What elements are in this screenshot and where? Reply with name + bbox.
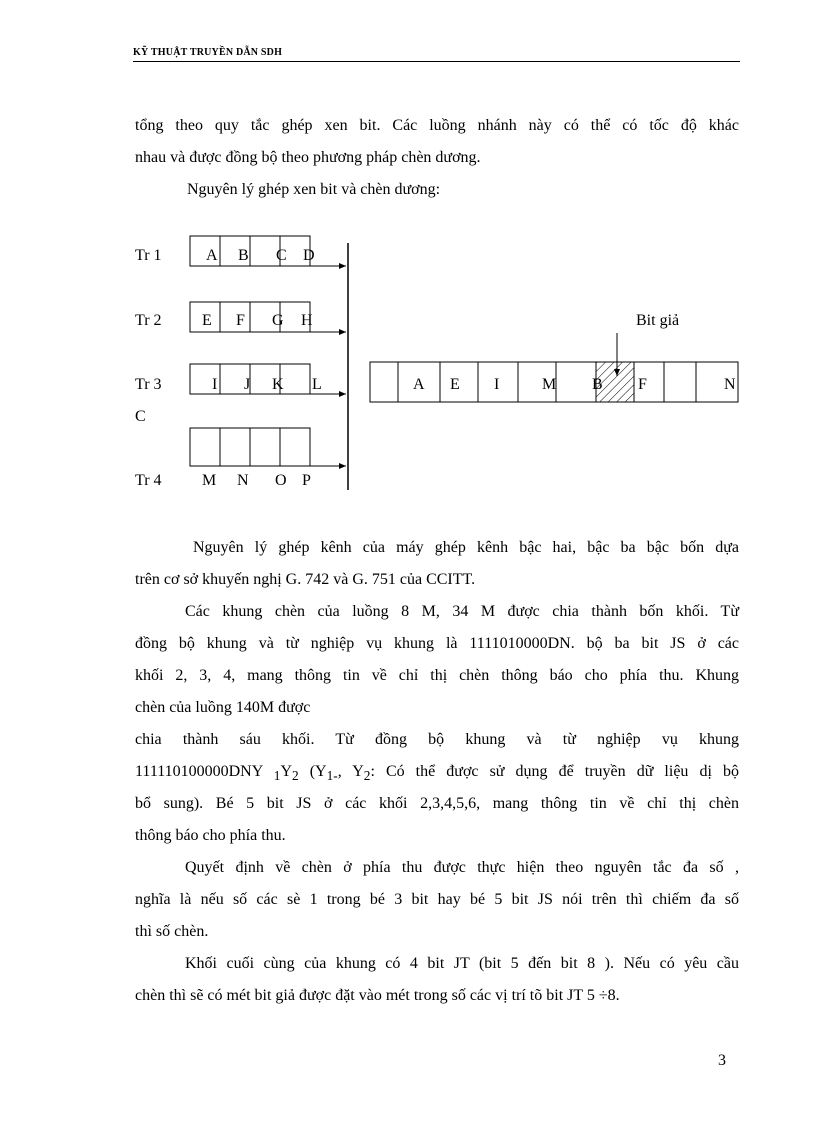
tr4-bit-m: M	[202, 472, 217, 489]
tr3-bit-j: J	[244, 376, 251, 393]
p5-line-2: chèn thì sẽ có mét bit giả được đặt vào mét trong số các vị trí tõ bit JT 5 ÷8.	[135, 987, 620, 1004]
tr4-bit-o: O	[275, 472, 287, 489]
p3-line-4: thông báo cho phía thu.	[135, 827, 286, 844]
p4-line-2: nghĩa là nếu số các sè 1 trong bé 3 bit hay bé 5 bit JS nói trên thì chiếm đa số	[135, 891, 739, 908]
tr1-bit-b: B	[238, 247, 249, 264]
p3-line-2: 111110100000DNY $_1Y_2$ ($Y_{1-}$, $Y_2$: Có thể được sử dụng để truyền dữ liệu dị bộ	[135, 763, 739, 784]
tr1-bit-d: D	[303, 247, 315, 264]
tr3-bit-k: K	[272, 376, 284, 393]
diagram-caption: Nguyên lý ghép xen bit và chèn dương:	[187, 181, 441, 198]
out-bit-n: N	[724, 376, 736, 393]
intro-line-1: tổng theo quy tắc ghép xen bit. Các luồng nhánh này có thể có tốc độ khác	[135, 117, 739, 134]
tr4-label: Tr 4	[135, 472, 162, 489]
p5-line-1: Khối cuối cùng của khung có 4 bit JT (bit 5 đến bit 8 ). Nếu có yêu cầu	[185, 955, 739, 972]
p1-line-1: Nguyên lý ghép kênh của máy ghép kênh bậc hai, bậc ba bậc bốn dựa	[193, 539, 739, 556]
intro-line-2: nhau và được đồng bộ theo phương pháp chèn dương.	[135, 149, 481, 166]
tr4-bit-p: P	[302, 472, 311, 489]
p1-line-2: trên cơ sở khuyến nghị G. 742 và G. 751 của CCITT.	[135, 571, 476, 588]
bit-gia-label: Bit giả	[636, 312, 680, 329]
tr3-extra-label: C	[135, 408, 146, 425]
tr4-bit-n: N	[237, 472, 249, 489]
tr2-bit-e: E	[202, 312, 212, 329]
out-bit-f: F	[638, 376, 647, 393]
p2-line-2: đồng bộ khung và từ nghiệp vụ khung là 1111010000DN. bộ ba bit JS ở các	[135, 635, 739, 652]
tr2-bit-g: G	[272, 312, 284, 329]
tr3-label: Tr 3	[135, 376, 162, 393]
p2-line-3: khối 2, 3, 4, mang thông tin về chỉ thị chèn thông báo cho phía thu. Khung	[135, 667, 739, 684]
out-bit-b: B	[592, 376, 603, 393]
page-number: 3	[718, 1052, 726, 1069]
out-bit-i: I	[494, 376, 500, 393]
p3-line-3: bổ sung). Bé 5 bit JS ở các khối 2,3,4,5,6, mang thông tin về chỉ thị chèn	[135, 795, 739, 812]
tr1-bit-c: C	[276, 247, 287, 264]
out-bit-e: E	[450, 376, 460, 393]
running-header: KỸ THUẬT TRUYỀN DẪN SDH	[133, 47, 283, 58]
tr1-label: Tr 1	[135, 247, 162, 264]
p2-line-4: chèn của luồng 140M được	[135, 699, 311, 716]
p4-line-1: Quyết định về chèn ở phía thu được thực hiện theo nguyên tắc đa số ,	[185, 859, 739, 876]
out-bit-a: A	[413, 376, 425, 393]
p4-line-3: thì số chèn.	[135, 923, 209, 940]
tr4-frame	[190, 428, 310, 466]
p3-line-1: chia thành sáu khối. Từ đồng bộ khung và từ nghiệp vụ khung	[135, 731, 739, 748]
tr3-bit-i: I	[212, 376, 218, 393]
out-bit-m: M	[542, 376, 557, 393]
tr1-bit-a: A	[206, 247, 218, 264]
tr2-bit-h: H	[301, 312, 313, 329]
p2-line-1: Các khung chèn của luồng 8 M, 34 M được chia thành bốn khối. Từ	[185, 603, 739, 620]
tr3-bit-l: L	[312, 376, 322, 393]
tr2-label: Tr 2	[135, 312, 162, 329]
tr2-bit-f: F	[236, 312, 245, 329]
bit-interleave-diagram	[0, 0, 816, 520]
